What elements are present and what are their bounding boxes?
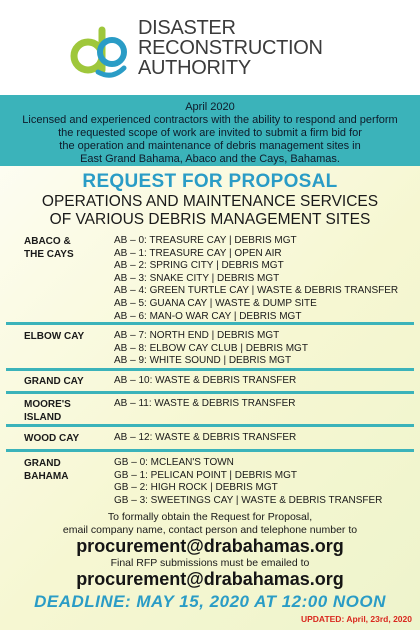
site-item: AB – 5: GUANA CAY | WASTE & DUMP SITE [114,297,317,309]
group-name-line1: WOOD CAY [24,433,80,444]
obtain-line1: To formally obtain the Request for Proposal, [107,511,313,523]
site-list [114,330,414,368]
site-list [114,398,414,411]
banner-intro-line3: the operation and maintenance of debris management sites in [59,140,361,152]
group-name-line1: GRAND CAY [24,376,84,387]
rfp-subtitle-line1: OPERATIONS AND MAINTENANCE SERVICES [41,193,379,210]
site-item: AB – 10: WASTE & DEBRIS TRANSFER [114,375,297,386]
site-item: AB – 4: GREEN TURTLE CAY | WASTE & DEBRIS TRANSFER [114,285,399,297]
org-name-line3: AUTHORITY [138,57,251,79]
site-item: AB – 11: WASTE & DEBRIS TRANSFER [114,398,296,409]
site-item: GB – 1: PELICAN POINT | DEBRIS MGT [114,469,298,481]
procurement-email-link[interactable]: procurement@drabahamas.org [76,536,344,556]
site-item: AB – 7: NORTH END | DEBRIS MGT [114,330,280,341]
org-name-line1: DISASTER [138,17,236,39]
group-name-line1: ABACO & [24,236,71,247]
divider [6,322,414,325]
banner-date: April 2020 [185,101,235,113]
rfp-subtitle-line2: OF VARIOUS DEBRIS MANAGEMENT SITES [49,211,371,228]
intro-banner [0,95,420,166]
submission-email-link[interactable]: procurement@drabahamas.org [76,569,344,589]
group-name-line2: BAHAMA [24,471,69,482]
banner-intro-line2: the requested scope of work are invited to submit a firm bid for [58,127,362,139]
final-submission-note: Final RFP submissions must be emailed to [110,557,310,569]
divider [6,449,414,452]
group-name-line1: GRAND [24,458,61,469]
site-item: AB – 6: MAN-O WAR CAY | DEBRIS MGT [114,310,302,322]
group-name-line2: ISLAND [24,412,62,423]
site-item: GB – 3: SWEETINGS CAY | WASTE & DEBRIS TRANSFER [114,494,383,506]
site-item: AB – 8: ELBOW CAY CLUB | DEBRIS MGT [114,342,308,354]
site-list [114,235,414,323]
divider [6,368,414,371]
group-name [24,432,104,445]
group-name-line2: THE CAYS [24,249,74,260]
dra-logo-icon [68,20,130,82]
org-name [138,18,418,78]
site-item: AB – 3: SNAKE CITY | DEBRIS MGT [114,272,280,284]
deadline-text: DEADLINE: MAY 15, 2020 AT 12:00 NOON [34,592,386,611]
group-name [24,235,104,261]
site-item: GB – 2: HIGH ROCK | DEBRIS MGT [114,482,278,494]
site-list [114,457,414,507]
site-item: AB – 2: SPRING CITY | DEBRIS MGT [114,260,284,272]
updated-date: UPDATED: April, 23rd, 2020 [300,614,412,624]
header [0,0,420,95]
group-name [24,457,104,483]
site-item: GB – 0: MCLEAN'S TOWN [114,457,234,468]
divider [6,391,414,394]
site-item: AB – 9: WHITE SOUND | DEBRIS MGT [114,355,292,367]
divider [6,424,414,427]
site-list [114,375,414,388]
group-name-line1: MOORE'S [24,399,71,410]
rfp-subtitle [0,193,420,229]
site-list [114,432,414,445]
org-name-line2: RECONSTRUCTION [138,37,323,59]
group-name [24,330,104,343]
banner-intro-line4: East Grand Bahama, Abaco and the Cays, Bahamas. [80,153,340,165]
group-name [24,398,104,424]
rfp-title: REQUEST FOR PROPOSAL [82,171,338,192]
obtain-instructions [0,511,420,537]
group-name-line1: ELBOW CAY [24,331,85,342]
group-name [24,375,104,388]
site-item: AB – 1: TREASURE CAY | OPEN AIR [114,247,282,259]
obtain-line2: email company name, contact person and telephone number to [62,524,358,536]
site-item: AB – 0: TREASURE CAY | DEBRIS MGT [114,235,297,246]
banner-intro-line1: Licensed and experienced contractors with the ability to respond and perform [22,114,398,126]
site-item: AB – 12: WASTE & DEBRIS TRANSFER [114,432,297,443]
